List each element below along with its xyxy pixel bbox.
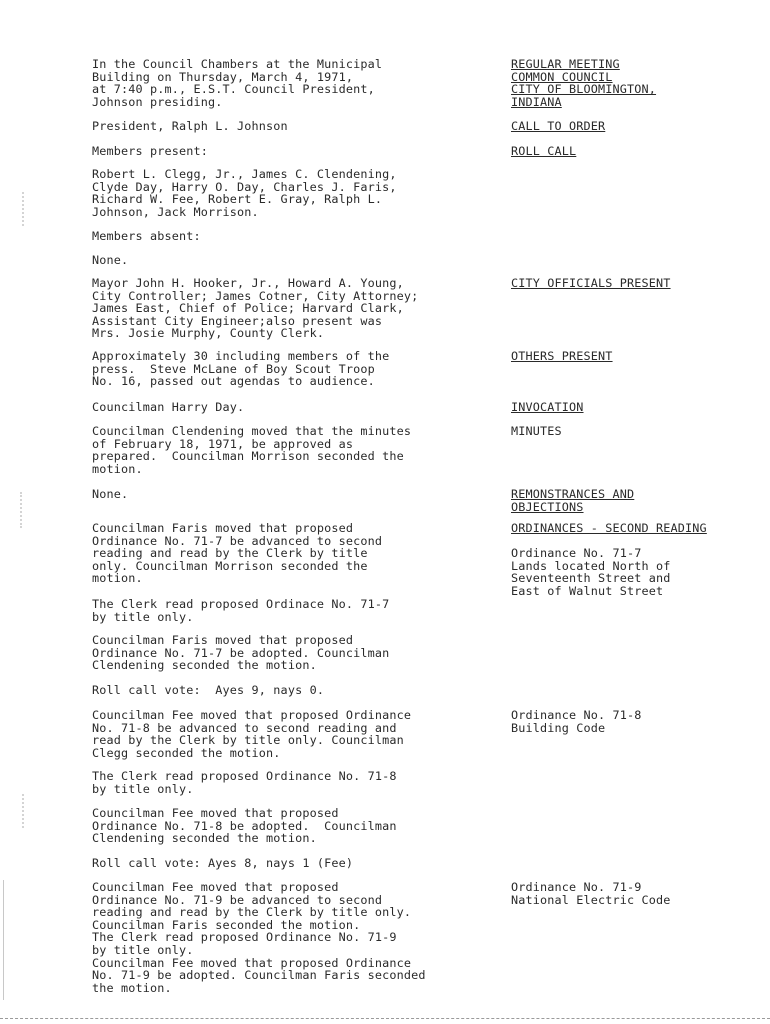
members-absent-heading: Members absent:	[92, 229, 201, 243]
ord-71-9-label: Ordinance No. 71-9 National Electric Code	[511, 880, 671, 907]
invocation-text: Councilman Harry Day.	[92, 400, 245, 414]
scan-bottom-rule	[0, 1018, 770, 1021]
ord-71-8-clerk-reading: The Clerk read proposed Ordinance No. 71-8 by title only.	[92, 769, 397, 796]
roll-call-label: ROLL CALL	[511, 144, 577, 158]
ordinances-heading: ORDINANCES - SECOND READING	[511, 521, 707, 535]
members-present-list: Robert L. Clegg, Jr., James C. Clendening, Clyde Day, Harry O. Day, Charles J. Faris, Richard W. Fee, Robert E. Gray, Ralph L. Johnson, Jack Morrison.	[92, 167, 397, 219]
ord-71-8-vote: Roll call vote: Ayes 8, nays 1 (Fee)	[92, 856, 354, 870]
remonstrances-text: None.	[92, 487, 129, 501]
officials-label: CITY OFFICIALS PRESENT	[511, 276, 671, 290]
ord-71-7-motion-adopt: Councilman Faris moved that proposed Ordinance No. 71-7 be adopted. Councilman Clendening seconded the motion.	[92, 633, 390, 673]
minutes-label: MINUTES	[511, 424, 562, 438]
scan-smudge	[22, 794, 38, 828]
remonstrances-label: REMONSTRANCES AND OBJECTIONS	[511, 487, 635, 514]
ord-71-8-motion-advance: Councilman Fee moved that proposed Ordinance No. 71-8 be advanced to second reading and read by the Clerk by title only. Councilman Clegg seconded the motion.	[92, 708, 412, 760]
officials-text: Mayor John H. Hooker, Jr., Howard A. Young, City Controller; James Cotner, City Attorney; James East, Chief of Police; Harvard Clark, Assistant City Engineer;also present was Mrs. Josie Murphy, County Clerk.	[92, 276, 419, 341]
ord-71-9-text: Councilman Fee moved that proposed Ordinance No. 71-9 be advanced to second reading and read by the Clerk by title only. Councilman Faris seconded the motion. The Clerk read proposed Ordinance No. 71-9 by title only. Councilman Fee moved that proposed Ordinance No. 71-9 be adopted. Councilman Faris seconded the motion.	[92, 880, 426, 995]
invocation-label: INVOCATION	[511, 400, 584, 414]
others-text: Approximately 30 including members of the press. Steve McLane of Boy Scout Troop No. 16, passed out agendas to audience.	[92, 349, 390, 389]
call-to-order-label: CALL TO ORDER	[511, 119, 606, 133]
ord-71-7-clerk-reading: The Clerk read proposed Ordinace No. 71-7 by title only.	[92, 597, 390, 624]
scan-edge-line	[3, 880, 4, 1000]
members-present-heading: Members present:	[92, 144, 209, 158]
minutes-text: Councilman Clendening moved that the minutes of February 18, 1971, be approved as prepared. Councilman Morrison seconded the motion.	[92, 424, 412, 476]
meeting-label: REGULAR MEETING COMMON COUNCIL CITY OF BLOOMINGTON, INDIANA	[511, 57, 657, 109]
call-to-order-text: President, Ralph L. Johnson	[92, 119, 288, 133]
ord-71-8-motion-adopt: Councilman Fee moved that proposed Ordinance No. 71-8 be adopted. Councilman Clendening seconded the motion.	[92, 806, 397, 846]
opening-paragraph: In the Council Chambers at the Municipal Building on Thursday, March 4, 1971, at 7:40 p.m., E.S.T. Council President, Johnson presiding.	[92, 57, 383, 109]
members-absent-list: None.	[92, 253, 129, 267]
ord-71-7-label: Ordinance No. 71-7 Lands located North of Seventeenth Street and East of Walnut Street	[511, 546, 671, 598]
others-label: OTHERS PRESENT	[511, 349, 613, 363]
ord-71-7-vote: Roll call vote: Ayes 9, nays 0.	[92, 683, 325, 697]
scan-smudge	[20, 492, 36, 528]
ord-71-7-motion-advance: Councilman Faris moved that proposed Ordinance No. 71-7 be advanced to second reading and read by the Clerk by title only. Councilman Morrison seconded the motion.	[92, 521, 383, 586]
scan-smudge	[22, 192, 38, 226]
ord-71-8-label: Ordinance No. 71-8 Building Code	[511, 708, 642, 735]
